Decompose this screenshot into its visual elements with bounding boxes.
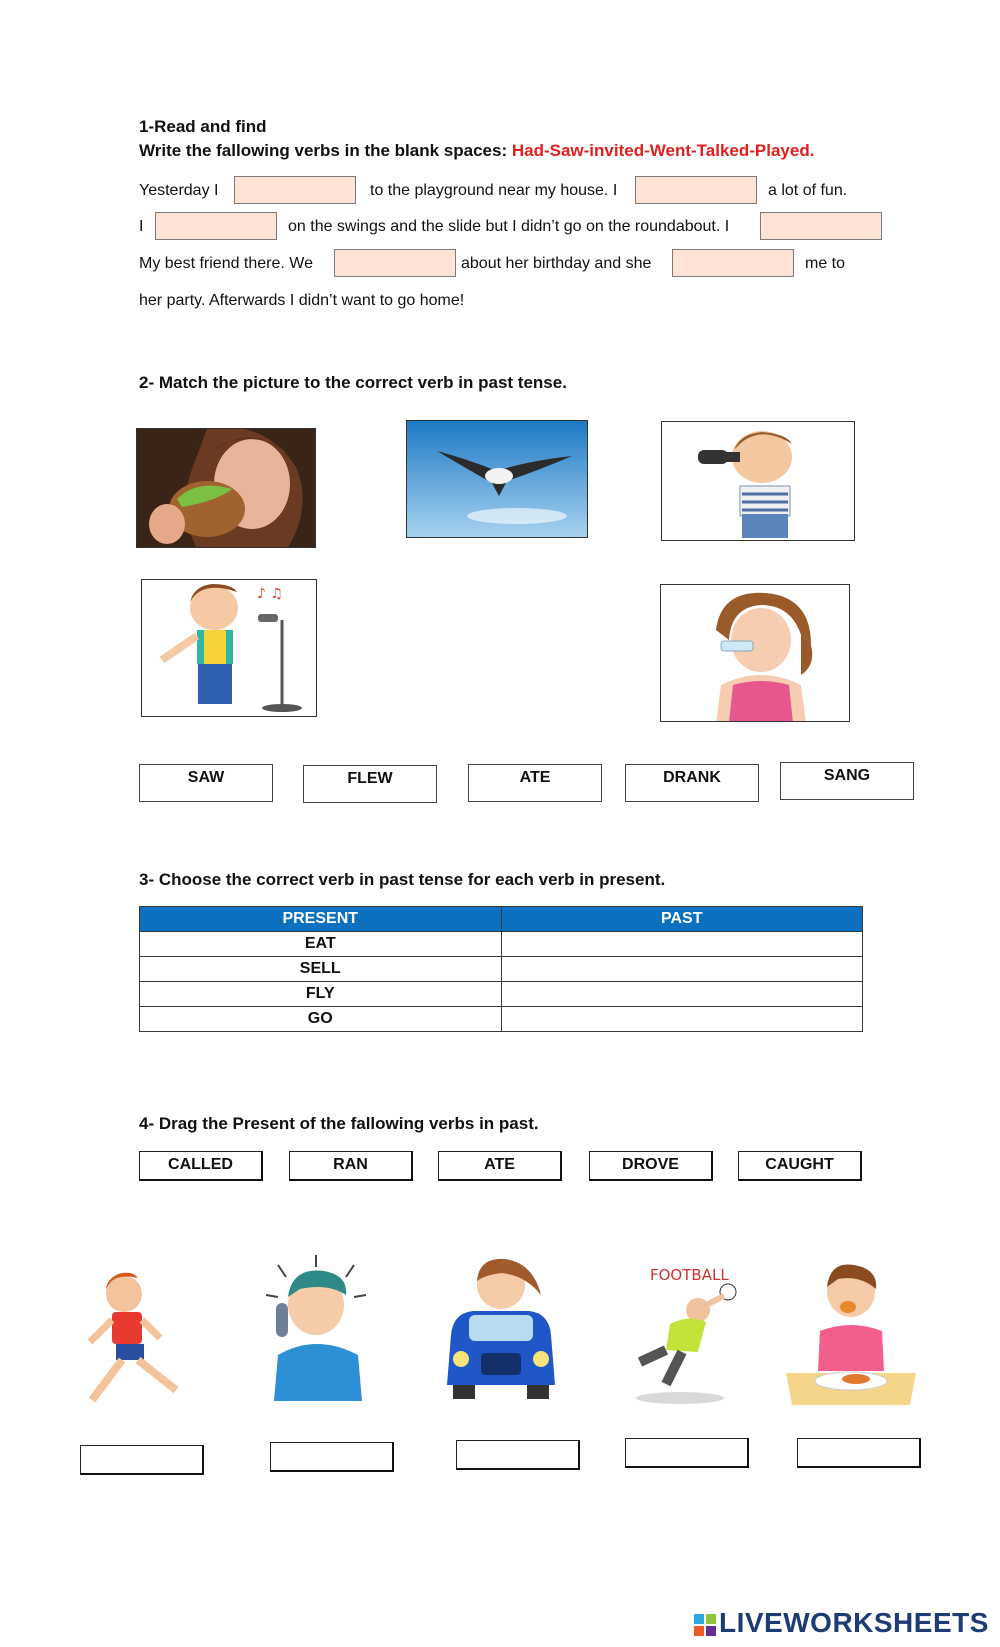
text-line2-b: on the swings and the slide but I didn’t go on the roundabout. I <box>288 218 730 235</box>
blank-input-4[interactable] <box>760 212 882 240</box>
phone-boy-picture <box>258 1255 374 1401</box>
binoculars-boy-picture <box>661 421 855 541</box>
blank-input-6[interactable] <box>672 249 794 277</box>
drop-box-eating[interactable] <box>797 1438 921 1468</box>
running-boy-picture <box>72 1272 188 1410</box>
present-verb-cell: EAT <box>140 932 502 957</box>
football-label: FOOTBALL <box>650 1266 729 1284</box>
section2-heading: 2- Match the picture to the correct verb in past tense. <box>139 373 567 392</box>
drag-word-drove[interactable]: DROVE <box>589 1151 713 1181</box>
drag-word-ran[interactable]: RAN <box>289 1151 413 1181</box>
present-verb-cell: FLY <box>140 982 502 1007</box>
past-answer-cell[interactable] <box>501 957 863 982</box>
text-line3-a: My best friend there. We <box>139 255 313 272</box>
svg-text:♪ ♫: ♪ ♫ <box>257 586 283 602</box>
singing-boy-picture <box>141 579 317 717</box>
drag-word-ate[interactable]: ATE <box>438 1151 562 1181</box>
drag-word-caught[interactable]: CAUGHT <box>738 1151 862 1181</box>
drop-box-running[interactable] <box>80 1445 204 1475</box>
section4-heading: 4- Drag the Present of the fallowing verbs in past. <box>139 1114 539 1133</box>
table-row <box>140 957 863 982</box>
drop-box-car[interactable] <box>456 1440 580 1470</box>
instruction-text: Write the fallowing verbs in the blank spaces: <box>139 141 512 160</box>
present-verb-cell: GO <box>140 1007 502 1032</box>
drop-box-phone[interactable] <box>270 1442 394 1472</box>
text-line1-a: Yesterday I <box>139 182 219 199</box>
liveworksheets-logo <box>693 1607 989 1639</box>
eating-boy-picture <box>786 1261 916 1407</box>
section3-heading: 3- Choose the correct verb in past tense for each verb in present. <box>139 870 666 889</box>
match-word-sang[interactable]: SANG <box>780 762 914 800</box>
present-verb-cell: SELL <box>140 957 502 982</box>
blank-input-2[interactable] <box>635 176 757 204</box>
match-word-saw[interactable]: SAW <box>139 764 273 802</box>
match-word-drank[interactable]: DRANK <box>625 764 759 802</box>
past-answer-cell[interactable] <box>501 1007 863 1032</box>
table-row <box>140 1007 863 1032</box>
logo-grid-icon <box>693 1613 719 1637</box>
table-row <box>140 932 863 957</box>
blank-input-1[interactable] <box>234 176 356 204</box>
drinking-girl-picture <box>660 584 850 722</box>
match-word-flew[interactable]: FLEW <box>303 765 437 803</box>
verbs-table <box>139 906 863 1032</box>
past-answer-cell[interactable] <box>501 932 863 957</box>
section1-instruction <box>139 141 814 161</box>
text-line4: her party. Afterwards I didn’t want to go home! <box>139 292 465 309</box>
blank-input-3[interactable] <box>155 212 277 240</box>
column-header-past: PAST <box>501 907 863 932</box>
verbs-list: Had-Saw-invited-Went-Talked-Played. <box>511 141 815 160</box>
text-line1-b: to the playground near my house. I <box>370 182 618 199</box>
text-line3-b: about her birthday and she <box>461 255 652 272</box>
football-keeper-picture <box>620 1258 744 1408</box>
text-line2-a: I <box>139 218 144 235</box>
drag-word-called[interactable]: CALLED <box>139 1151 263 1181</box>
text-line1-c: a lot of fun. <box>768 182 848 199</box>
text-line3-c: me to <box>805 255 846 272</box>
table-row <box>140 982 863 1007</box>
bird-picture <box>406 420 588 538</box>
blank-input-5[interactable] <box>334 249 456 277</box>
logo-text: LIVEWORKSHEETS <box>719 1607 989 1638</box>
past-answer-cell[interactable] <box>501 982 863 1007</box>
column-header-present: PRESENT <box>140 907 502 932</box>
match-word-ate[interactable]: ATE <box>468 764 602 802</box>
car-girl-picture <box>443 1255 559 1403</box>
section1-heading: 1-Read and find <box>139 117 267 136</box>
drop-box-football[interactable] <box>625 1438 749 1468</box>
eating-picture <box>136 428 316 548</box>
